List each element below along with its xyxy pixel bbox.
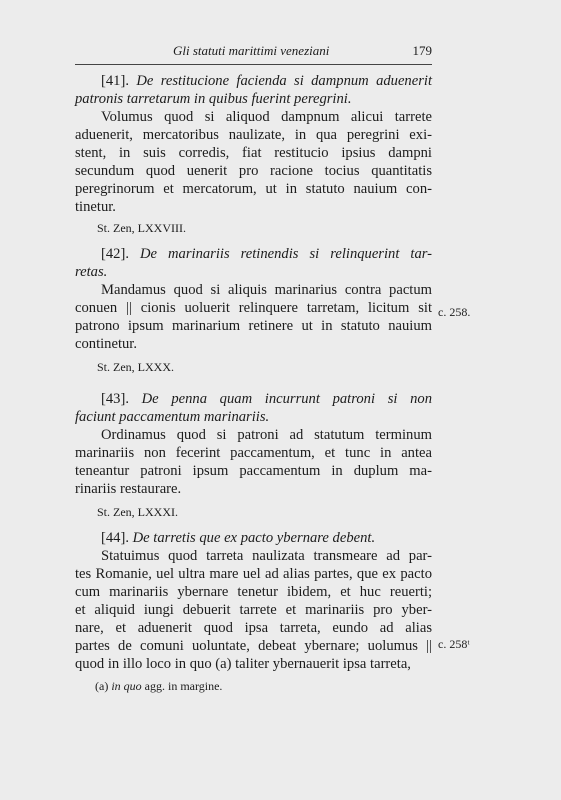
margin-note: c. 258. (438, 305, 471, 319)
text-line: stent, in suis corredis, fiat restitucio ipsius dampni (75, 145, 432, 161)
footnote-text: agg. in margine. (144, 679, 223, 693)
text-line: cum marinariis ybernare tenetur ibidem, et huc reuerti; (75, 584, 432, 600)
heading-line: retas. (75, 264, 108, 280)
text-line: quod in illo loco in quo (a) taliter ybernauerit ipsa tarreta, (75, 656, 411, 672)
section-number: [41]. (101, 73, 129, 89)
section-heading (75, 72, 432, 90)
page-number: 179 (412, 43, 432, 58)
text-line: aduenerit, mercatoribus naulizate, in qua peregrini exi- (75, 127, 432, 143)
text-line: peregrinorum et mercatorum, ut in statuto nauium con- (75, 181, 432, 197)
section-42 (75, 245, 432, 375)
heading-line: patronis tarretarum in quibus fuerint peregrini. (75, 91, 352, 107)
section-number: [42]. (101, 246, 129, 262)
source-citation: St. Zen, LXXVIII. (97, 221, 186, 235)
text-line: et aliquid iungi debuerit tarrete et marinariis pro yber- (75, 602, 432, 618)
margin-note: c. 258ᵗ (438, 637, 470, 651)
section-44 (75, 529, 432, 673)
text-line: Volumus quod si aliquod dampnum alicui tarrete (101, 109, 432, 125)
running-header (75, 43, 432, 61)
source-citation: St. Zen, LXXX. (97, 360, 174, 374)
heading-text: De tarretis que ex pacto ybernare debent. (128, 530, 376, 546)
text-line: tes Romanie, uel ultra mare uel ad alias partes, que ex pacto (75, 566, 432, 582)
footnote-italic: in quo (111, 679, 142, 693)
heading-line: faciunt paccamentum marinariis. (75, 409, 270, 425)
section-43 (75, 390, 432, 520)
text-line: conuen || cionis uoluerit relinquere tarretam, licitum sit (75, 300, 432, 316)
section-heading (75, 245, 432, 263)
text-line: tinetur. (75, 199, 116, 215)
section-heading (75, 529, 432, 547)
text-line: Ordinamus quod si patroni ad statutum terminum (101, 427, 432, 443)
text-line: teneantur patroni ipsum paccamentum in duplum ma- (75, 463, 432, 479)
text-line: patrono ipsum marinarium retinere ut in statuto nauium (75, 318, 432, 334)
text-line: partes de comuni uoluntate, debeat ybernare; uolumus || (75, 638, 432, 654)
running-title: Gli statuti marittimi veneziani (173, 43, 330, 58)
heading-text: De marinariis retinendis si relinquerint tar- (128, 246, 432, 262)
text-line: marinariis non fecerint paccamentum, et tunc in antea (75, 445, 432, 461)
section-heading (75, 390, 432, 408)
source-citation: St. Zen, LXXXI. (97, 505, 178, 519)
footnote-mark: (a) (95, 679, 109, 693)
text-line: secundum quod uenerit pro racione tocius quantitatis (75, 163, 432, 179)
section-number: [44]. (101, 530, 129, 546)
text-line: Statuimus quod tarreta naulizata transmeare ad par- (101, 548, 432, 564)
text-line: continetur. (75, 336, 138, 352)
section-number: [43]. (101, 391, 129, 407)
text-line: Mandamus quod si aliquis marinarius contra pactum (101, 282, 432, 298)
heading-text: De penna quam incurrunt patroni si non (128, 391, 432, 407)
text-line: nare, et aduenerit quod ipsa tarreta, eundo ad alias (75, 620, 432, 636)
header-rule (75, 64, 432, 65)
heading-text: De restitucione facienda si dampnum aduenerit (128, 73, 432, 89)
text-line: rinariis restaurare. (75, 481, 182, 497)
section-41 (75, 72, 432, 236)
footnote (95, 679, 222, 694)
